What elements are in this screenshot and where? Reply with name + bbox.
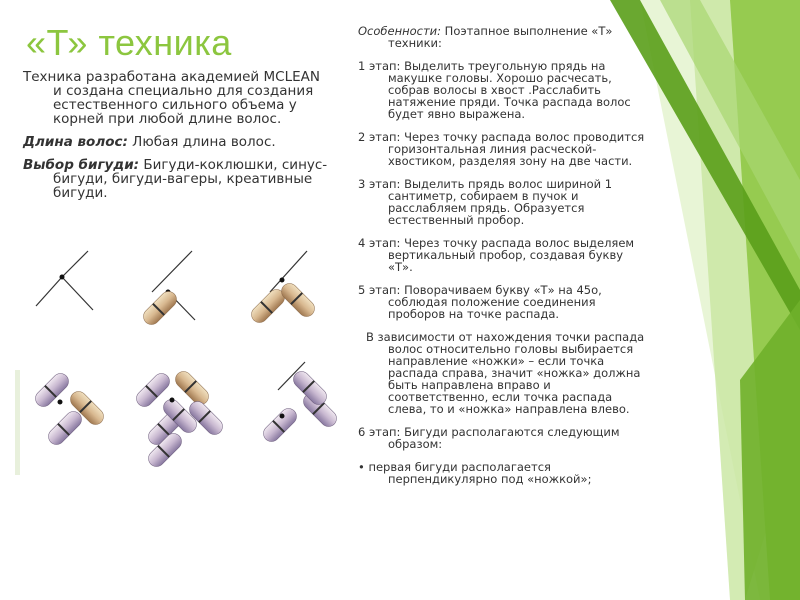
features-value: Поэтапное выполнение «Т» техники:: [388, 24, 613, 50]
step-paragraph: В зависимости от нахождения точки распада волос относительно головы выбирается направление «ножки» – если точка распада справа, значит «ножка» должна быть направлена вправо и соответственно, если точка распада слева, то и «ножка» направлена влево.: [366, 330, 645, 416]
step-paragraph: 3 этап: Выделить прядь волос шириной 1 сантиметр, собираем в пучок и расслабляем прядь. Образуется естественный пробор.: [358, 177, 613, 227]
curlers-paragraph: [23, 158, 333, 200]
diagram-1-lines: [36, 251, 93, 310]
step-paragraph: • первая бигуди располагается перпендикулярно под «ножкой»;: [358, 460, 592, 486]
diagram-3: [248, 251, 318, 326]
right-text-block: [358, 25, 648, 496]
intro-paragraph: Техника разработана академией MCLEAN и создана специально для создания естественного сильного объема у корней при любой длине волос.: [23, 69, 320, 127]
curlers-value: Бигуди-коклюшки, синус-бигуди, бигуди-вагеры, креативные бигуди.: [53, 157, 328, 201]
diagram-6: [260, 362, 340, 445]
step-paragraph: 5 этап: Поворачиваем букву «Т» на 45о, соблюдая положение соединения проборов на точке распада.: [358, 283, 602, 321]
step-paragraph: 4 этап: Через точку распада волос выделяем вертикальный пробор, создавая букву «Т».: [358, 236, 635, 274]
step-paragraph: 1 этап: Выделить треугольную прядь на макушке головы. Хорошо расчесать, собрав волосы в хвост .Расслабить натяжение пряди. Точка распада волос будет явно выражена.: [358, 59, 631, 121]
hair-length-label: Длина волос:: [23, 134, 128, 150]
left-text-block: [23, 70, 333, 209]
slide-title: «Т» техника: [26, 22, 232, 63]
hair-length-value: Любая длина волос.: [127, 134, 276, 150]
step-paragraph: 6 этап: Бигуди располагаются следующим образом:: [358, 425, 620, 451]
step-paragraph: 2 этап: Через точку распада волос проводится горизонтальная линия расческой-хвостиком, разделяя зону на две части.: [358, 130, 645, 168]
diagram-5: [133, 368, 226, 470]
curler-diagrams: [20, 240, 340, 490]
features-label: Особенности:: [358, 24, 442, 38]
hair-length-paragraph: [23, 135, 333, 149]
diagram-4: [32, 370, 107, 448]
curlers-label: Выбор бигуди:: [23, 157, 140, 173]
diagram-2: [140, 251, 195, 328]
features-paragraph: [358, 25, 648, 49]
